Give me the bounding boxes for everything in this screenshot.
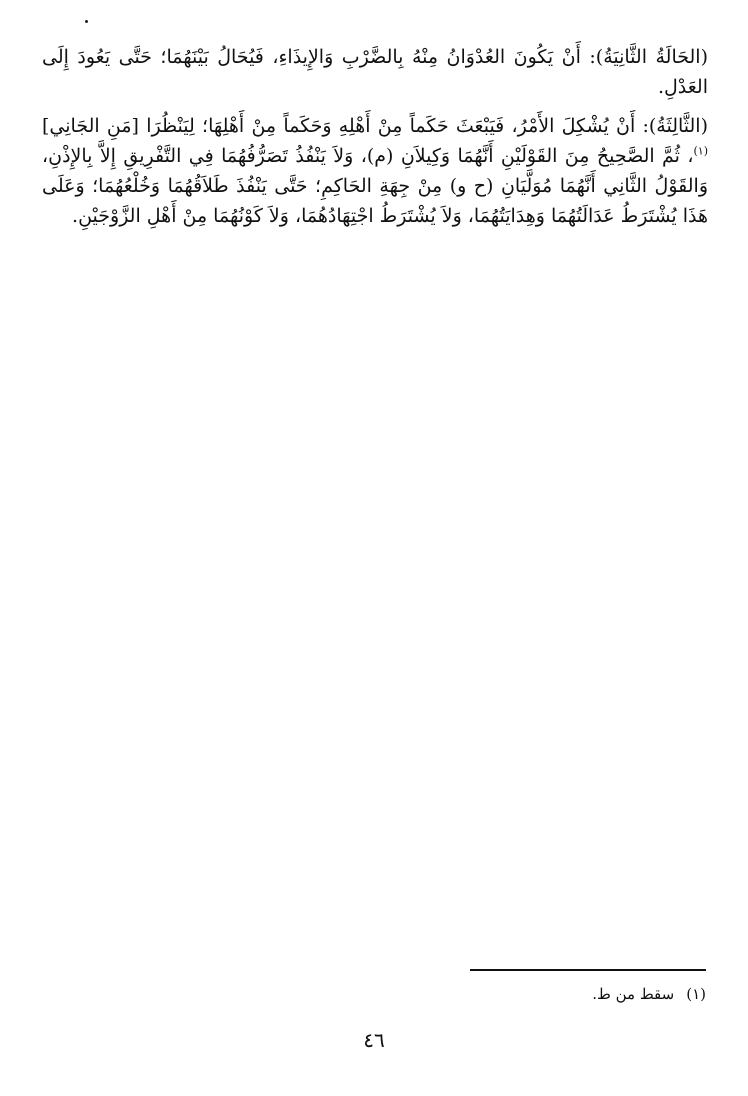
footnote-separator <box>470 969 706 971</box>
paragraph-text-part2: ، ثُمَّ الصَّحِيحُ مِنَ القَوْلَيْنِ أَنَّهُمَا وَكِيلاَنِ (م)، وَلاَ يَنْفُذُ تَصَرُّفُهُمَا فِي التَّفْرِيقِ إِلاَّ بِالإِذْنِ، وَالقَوْلُ الثَّانِي أَنَّهُمَا مُوَلَّيَانِ (ح و) مِنْ جِهَةِ الحَاكِمِ؛ حَتَّى يَنْفُذَ طَلاَقُهُمَا وَخُلْعُهُمَا؛ وَعَلَى هَذَا يُشْتَرَطُ عَدَالَتُهُمَا وَهِدَايَتُهُمَا، وَلاَ يُشْتَرَطُ اجْتِهَادُهُمَا، وَلاَ كَوْنُهُمَا مِنْ أَهْلِ الزَّوْجَيْنِ. <box>42 145 708 227</box>
footnote-text: سقط من ط. <box>592 985 675 1003</box>
footnote-number: (١) <box>686 985 706 1003</box>
footnote-marker: (١) <box>693 144 708 158</box>
paragraph-heading: (الثَّالِثَةُ): <box>642 115 708 137</box>
main-text-block <box>42 42 708 240</box>
paragraph-second-case <box>42 42 708 102</box>
page-number: ٤٦ <box>363 1028 385 1052</box>
paragraph-third-case <box>42 111 708 231</box>
paragraph-heading: (الحَالَةُ الثَّانِيَةُ): <box>589 46 708 68</box>
paragraph-text: أَنْ يَكُونَ العُدْوَانُ مِنْهُ بِالضَّرْبِ وَالإِيذَاءِ، فَيُحَالُ بَيْنَهُمَا؛ حَتَّى يَعُودَ إِلَى العَدْلِ. <box>42 46 708 98</box>
stray-mark <box>85 20 88 23</box>
paragraph-text-part1: أَنْ يُشْكِلَ الأَمْرُ، فَيَبْعَثَ حَكَماً مِنْ أَهْلِهِ وَحَكَماً مِنْ أَهْلِهَا؛ لِيَنْظُرَا [مَنِ الجَانِي] <box>42 115 643 137</box>
footnote <box>592 983 706 1005</box>
